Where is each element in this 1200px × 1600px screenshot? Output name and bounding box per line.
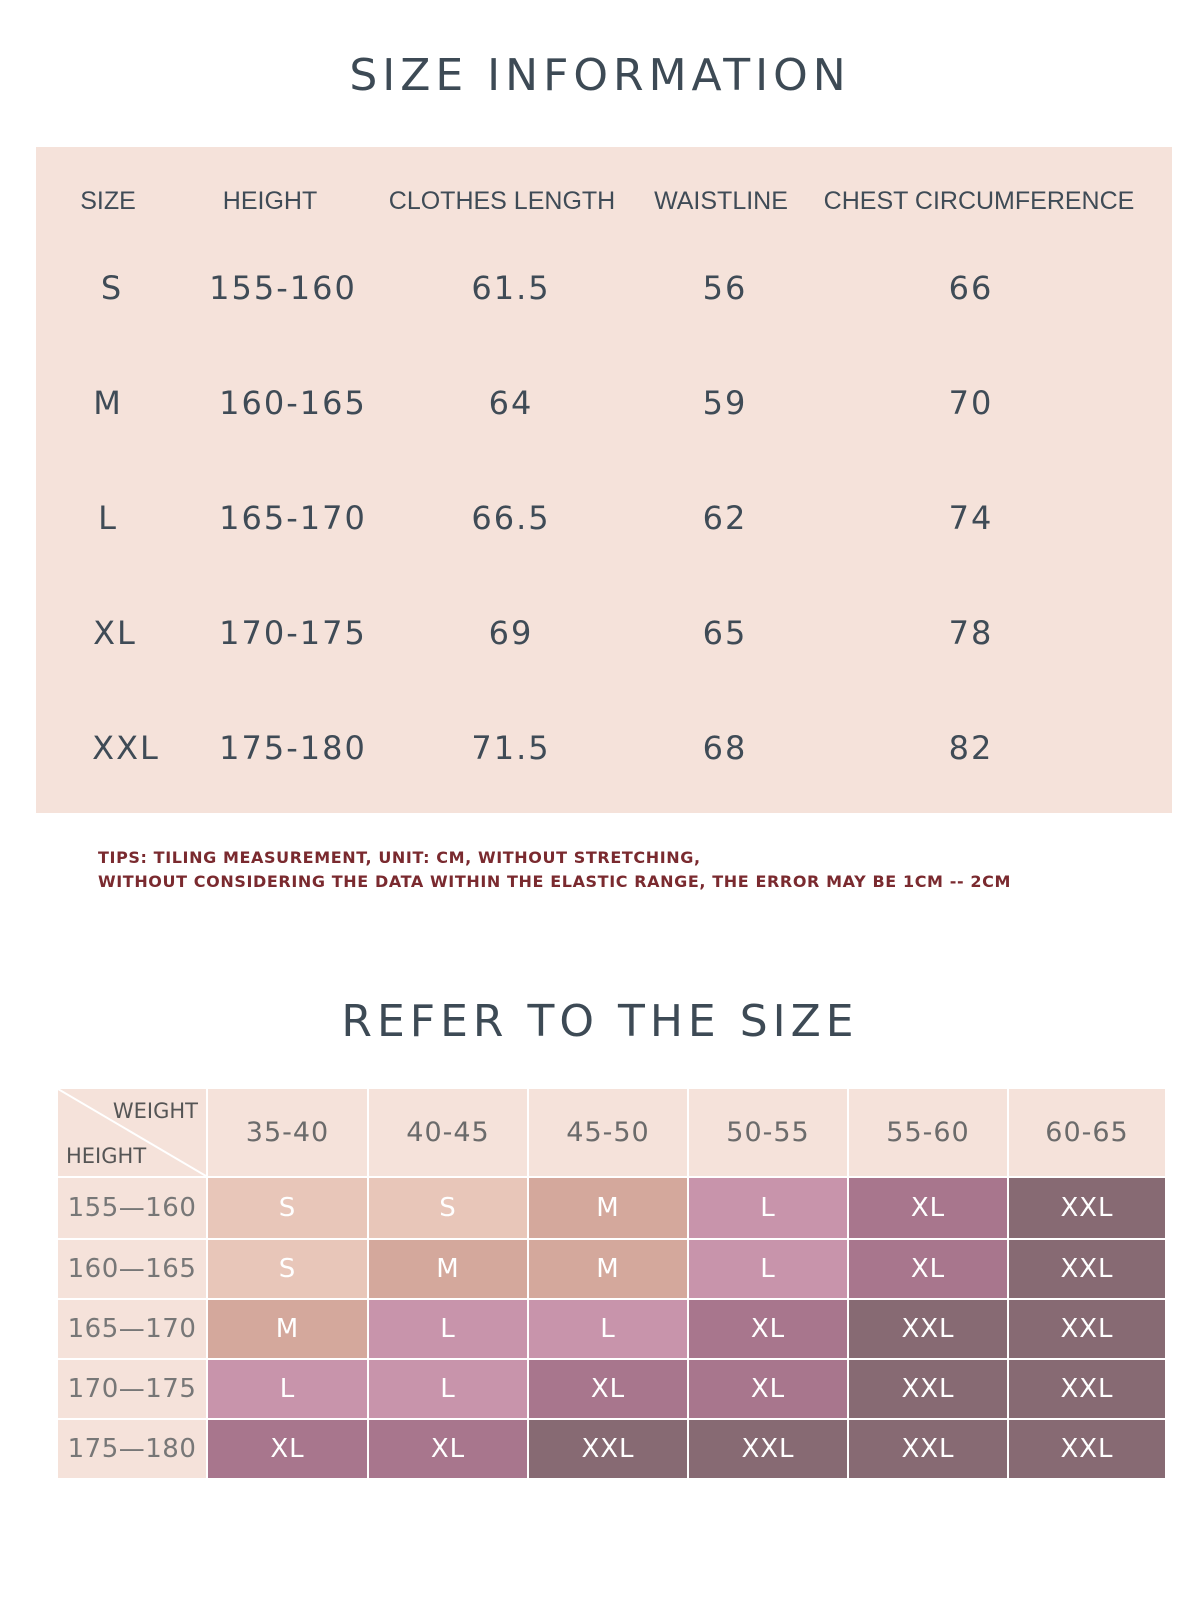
size-cell: 155-160: [209, 269, 357, 307]
size-cell: 68: [702, 729, 748, 767]
size-cell: 82: [948, 729, 994, 767]
size-recommendation-cell: XXL: [849, 1360, 1007, 1418]
size-recommendation-cell: L: [689, 1178, 847, 1238]
size-recommendation-cell: L: [689, 1240, 847, 1298]
weight-header: 55-60: [849, 1089, 1007, 1176]
height-row-header: 155—160: [58, 1178, 206, 1238]
weight-label: WEIGHT: [112, 1099, 198, 1123]
size-information-table: [36, 147, 1172, 813]
size-recommendation-cell: XXL: [1009, 1360, 1165, 1418]
size-row: [36, 499, 1172, 559]
size-information-title: SIZE INFORMATION: [349, 50, 851, 101]
size-recommendation-cell: XL: [369, 1420, 527, 1478]
size-cell: 61.5: [471, 269, 551, 307]
size-row: [36, 614, 1172, 674]
size-recommendation-cell: XXL: [1009, 1420, 1165, 1478]
size-recommendation-cell: M: [208, 1300, 367, 1358]
size-cell: 71.5: [471, 729, 551, 767]
size-cell: XL: [93, 614, 137, 652]
size-cell: 64: [488, 384, 534, 422]
size-recommendation-cell: XL: [849, 1240, 1007, 1298]
height-row-header: 175—180: [58, 1420, 206, 1478]
size-cell: 69: [488, 614, 534, 652]
size-cell: 78: [948, 614, 994, 652]
measurement-tips: [98, 846, 1011, 894]
weight-header: 40-45: [369, 1089, 527, 1176]
size-cell: M: [93, 384, 123, 422]
size-cell: 160-165: [219, 384, 367, 422]
size-row: [36, 269, 1172, 329]
size-recommendation-cell: XL: [849, 1178, 1007, 1238]
size-header-clothes-length: CLOTHES LENGTH: [388, 187, 616, 215]
size-recommendation-cell: S: [369, 1178, 527, 1238]
size-reference-grid: [58, 1089, 1165, 1479]
size-header-waistline: WAISTLINE: [654, 187, 788, 215]
refer-size-title: REFER TO THE SIZE: [341, 996, 859, 1047]
height-row-header: 160—165: [58, 1240, 206, 1298]
size-recommendation-cell: XL: [529, 1360, 687, 1418]
weight-header: 35-40: [208, 1089, 367, 1176]
grid-corner-header: [58, 1089, 206, 1176]
size-recommendation-cell: XXL: [849, 1300, 1007, 1358]
size-cell: L: [98, 499, 118, 537]
size-row: [36, 729, 1172, 789]
size-recommendation-cell: L: [369, 1300, 527, 1358]
size-recommendation-cell: XXL: [1009, 1300, 1165, 1358]
size-recommendation-cell: XL: [689, 1300, 847, 1358]
size-recommendation-cell: XXL: [1009, 1240, 1165, 1298]
weight-header: 45-50: [529, 1089, 687, 1176]
size-cell: 59: [702, 384, 748, 422]
size-header-chest-circumference: CHEST CIRCUMFERENCE: [823, 187, 1135, 215]
size-cell: 56: [702, 269, 748, 307]
size-recommendation-cell: XXL: [849, 1420, 1007, 1478]
size-recommendation-cell: L: [208, 1360, 367, 1418]
size-cell: XXL: [92, 729, 160, 767]
size-cell: 165-170: [219, 499, 367, 537]
size-cell: 62: [702, 499, 748, 537]
height-label: HEIGHT: [66, 1144, 147, 1168]
size-recommendation-cell: M: [529, 1240, 687, 1298]
size-recommendation-cell: XL: [689, 1360, 847, 1418]
weight-header: 60-65: [1009, 1089, 1165, 1176]
size-cell: 66.5: [471, 499, 551, 537]
size-recommendation-cell: L: [529, 1300, 687, 1358]
size-recommendation-cell: M: [529, 1178, 687, 1238]
size-header-size: SIZE: [80, 187, 136, 215]
size-cell: S: [100, 269, 124, 307]
size-cell: 170-175: [219, 614, 367, 652]
size-recommendation-cell: XL: [208, 1420, 367, 1478]
size-header-height: HEIGHT: [222, 187, 318, 215]
size-cell: 74: [948, 499, 994, 537]
size-cell: 66: [948, 269, 994, 307]
weight-header: 50-55: [689, 1089, 847, 1176]
height-row-header: 170—175: [58, 1360, 206, 1418]
size-cell: 70: [948, 384, 994, 422]
size-cell: 65: [702, 614, 748, 652]
height-row-header: 165—170: [58, 1300, 206, 1358]
size-recommendation-cell: S: [208, 1240, 367, 1298]
size-row: [36, 384, 1172, 444]
size-cell: 175-180: [219, 729, 367, 767]
tips-line-2: WITHOUT CONSIDERING THE DATA WITHIN THE ELASTIC RANGE, THE ERROR MAY BE 1CM -- 2CM: [98, 872, 1011, 891]
size-recommendation-cell: M: [369, 1240, 527, 1298]
size-recommendation-cell: S: [208, 1178, 367, 1238]
size-recommendation-cell: L: [369, 1360, 527, 1418]
size-recommendation-cell: XXL: [529, 1420, 687, 1478]
size-recommendation-cell: XXL: [1009, 1178, 1165, 1238]
tips-line-1: TIPS: TILING MEASUREMENT, UNIT: CM, WITHOUT STRETCHING,: [98, 848, 701, 867]
size-recommendation-cell: XXL: [689, 1420, 847, 1478]
